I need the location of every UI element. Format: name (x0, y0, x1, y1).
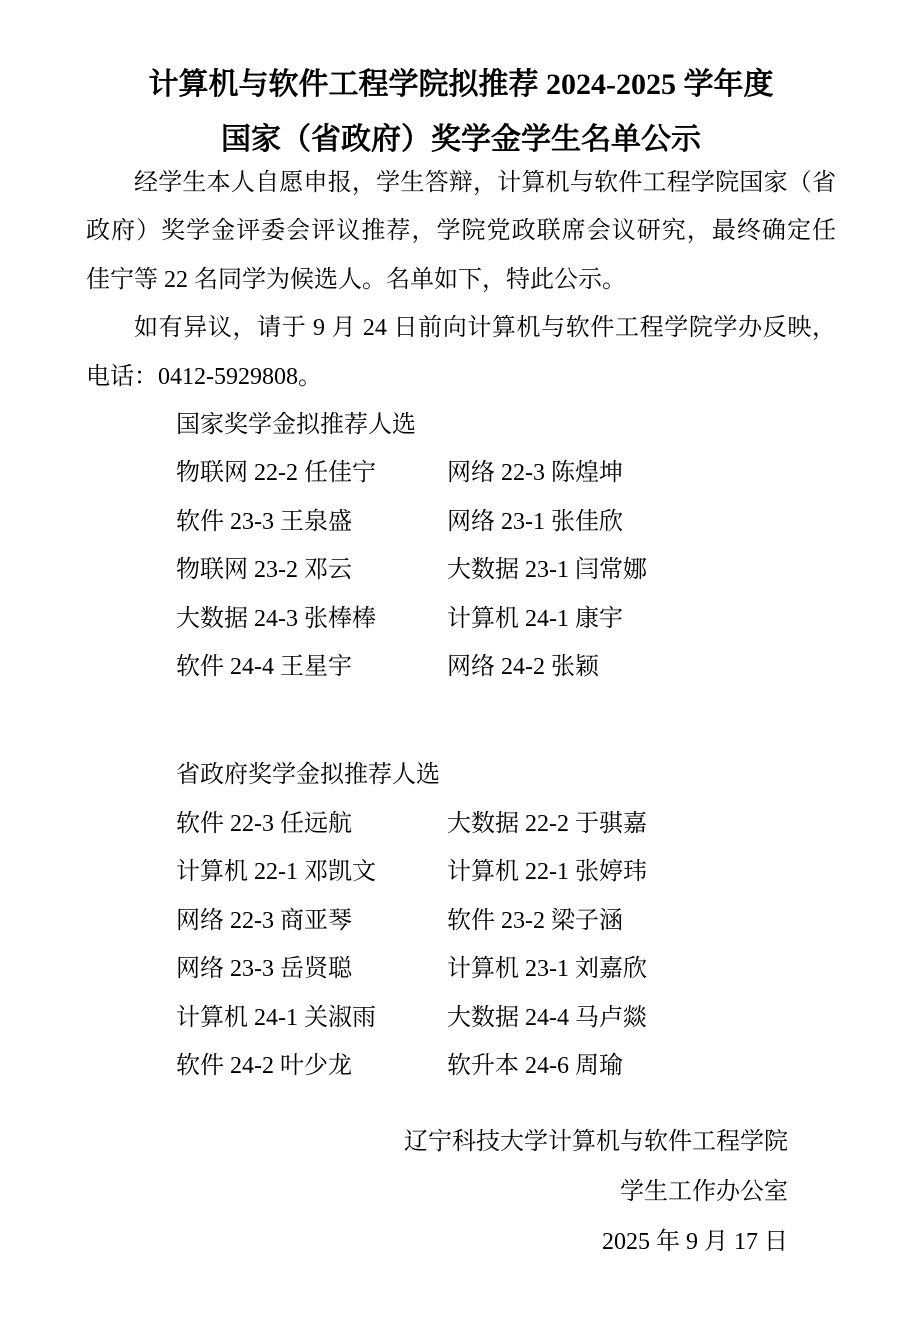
signature-date: 2025 年 9 月 17 日 (602, 1229, 788, 1256)
candidate-entry: 物联网 23-2 邓云 (176, 557, 352, 584)
candidate-row (176, 546, 836, 594)
candidate-entry: 软件 24-4 王星宇 (176, 654, 352, 681)
candidate-entry: 网络 23-3 岳贤聪 (176, 956, 352, 983)
candidate-entry: 大数据 24-3 张棒棒 (176, 605, 376, 632)
candidate-entry: 软件 23-2 梁子涵 (447, 907, 623, 934)
candidate-entry: 大数据 22-2 于骐嘉 (447, 810, 647, 837)
signature-org: 辽宁科技大学计算机与软件工程学院 (404, 1129, 788, 1156)
national-section-heading: 国家奖学金拟推荐人选 (176, 412, 416, 439)
intro-line: 佳宁等 22 名同学为候选人。名单如下，特此公示。 (86, 266, 626, 293)
title-line-1: 计算机与软件工程学院拟推荐 2024-2025 学年度 (148, 68, 774, 101)
provincial-scholarship-section (176, 751, 836, 1090)
candidate-entry: 大数据 24-4 马卢燚 (447, 1004, 647, 1031)
candidate-entry: 网络 23-1 张佳欣 (447, 508, 623, 535)
candidate-row (176, 643, 836, 691)
candidate-row (176, 449, 836, 497)
title-line-2: 国家（省政府）奖学金学生名单公示 (221, 123, 701, 156)
provincial-section-heading: 省政府奖学金拟推荐人选 (176, 762, 440, 789)
candidate-row (176, 800, 836, 848)
contact-line: 电话：0412-5929808。 (86, 363, 322, 390)
candidate-row (176, 595, 836, 643)
candidate-row (176, 945, 836, 993)
candidate-entry: 网络 24-2 张颖 (447, 654, 599, 681)
contact-line: 如有异议，请于 9 月 24 日前向计算机与软件工程学院学办反映， (134, 315, 836, 342)
intro-paragraph (86, 159, 836, 304)
signature-block (86, 1117, 836, 1267)
candidate-entry: 网络 22-3 商亚琴 (176, 907, 352, 934)
document-title (86, 0, 836, 167)
intro-line: 经学生本人自愿申报，学生答辩，计算机与软件工程学院国家（省 (134, 170, 836, 196)
candidate-row (176, 1042, 836, 1090)
candidate-entry: 软件 22-3 任远航 (176, 810, 352, 837)
contact-paragraph (86, 304, 836, 401)
candidate-entry: 软件 23-3 王泉盛 (176, 508, 352, 535)
national-scholarship-section (176, 401, 836, 691)
candidate-entry: 软升本 24-6 周瑜 (447, 1052, 623, 1079)
candidate-row (176, 897, 836, 945)
candidate-row (176, 848, 836, 896)
candidate-entry: 大数据 23-1 闫常娜 (447, 557, 647, 584)
candidate-row (176, 994, 836, 1042)
candidate-entry: 计算机 23-1 刘嘉欣 (447, 956, 647, 983)
candidate-row (176, 498, 836, 546)
candidate-entry: 计算机 24-1 关淑雨 (176, 1004, 376, 1031)
candidate-entry: 物联网 22-2 任佳宁 (176, 460, 376, 487)
candidate-entry: 软件 24-2 叶少龙 (176, 1052, 352, 1079)
candidate-entry: 计算机 22-1 邓凯文 (176, 859, 376, 886)
intro-line: 政府）奖学金评委会评议推荐，学院党政联席会议研究，最终确定任 (86, 218, 836, 245)
candidate-entry: 计算机 22-1 张婷玮 (447, 859, 647, 886)
candidate-entry: 计算机 24-1 康宇 (447, 605, 623, 632)
candidate-entry: 网络 22-3 陈煌坤 (447, 460, 623, 487)
signature-office: 学生工作办公室 (620, 1179, 788, 1206)
